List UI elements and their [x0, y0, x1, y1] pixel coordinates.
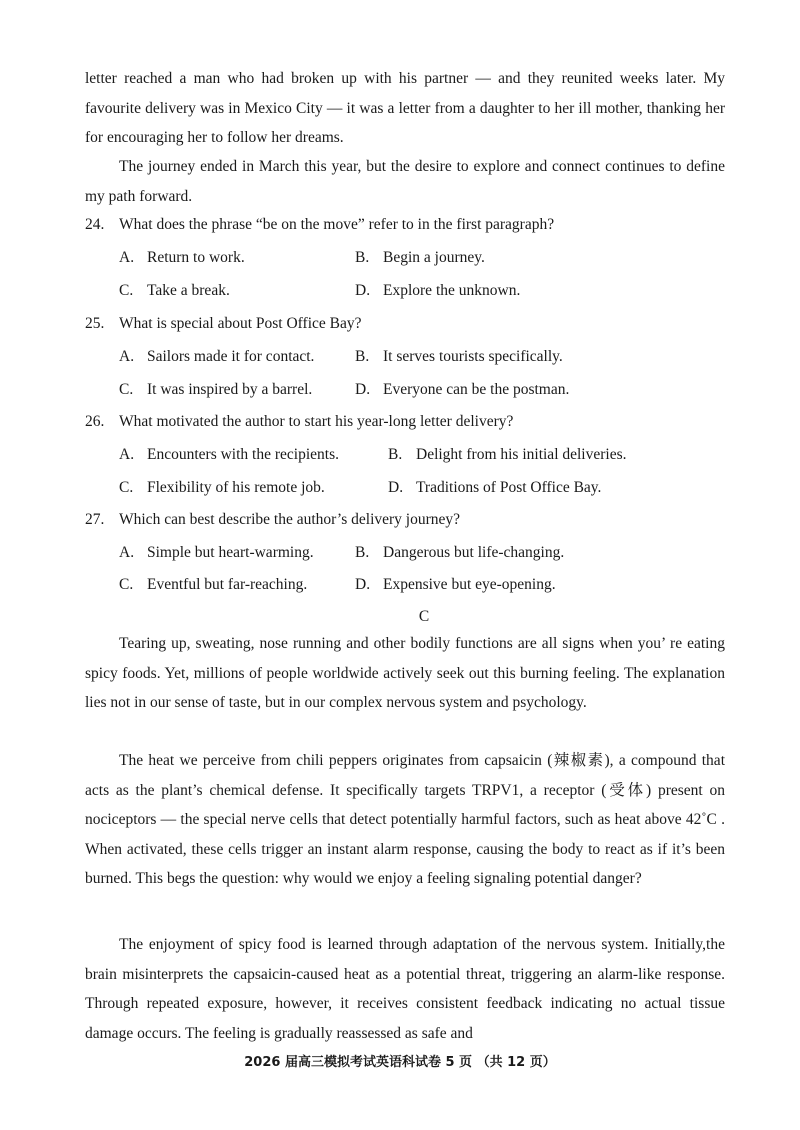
question-number: 26.: [85, 413, 105, 430]
question-stem: What is special about Post Office Bay?: [119, 315, 362, 332]
passage-c-paragraph-3: The enjoyment of spicy food is learned through adaptation of the nervous system. Initially,the brain misinterprets the capsaicin-caused heat as a potential threat, triggering an alarm-like response. Through repeated exposure, however, it receives consistent feedback indicating no actual tissue damage occurs. The feeling is gradually reassessed as safe and: [85, 936, 725, 1042]
option-27-b: B. Dangerous but life-changing.: [355, 544, 565, 561]
question-number: 27.: [85, 511, 105, 528]
option-24-d: D. Explore the unknown.: [355, 282, 521, 299]
option-27-c: C. Eventful but far-reaching.: [119, 576, 308, 593]
question-24: [85, 214, 725, 236]
question-number: 24.: [85, 216, 105, 233]
question-number: 25.: [85, 315, 105, 332]
question-stem: What motivated the author to start his year-long letter delivery?: [119, 413, 514, 430]
option-27-a: A. Simple but heart-warming.: [119, 544, 314, 561]
page-footer: 2026 届高三模拟考试英语科试卷 5 页 （共 12 页）: [244, 1055, 556, 1070]
passage-c-heading: C: [418, 608, 430, 625]
option-25-b: B. It serves tourists specifically.: [355, 348, 563, 365]
question-25: [85, 313, 725, 335]
passage-c-paragraph-1: Tearing up, sweating, nose running and other bodily functions are all signs when you’ re eating spicy foods. Yet, millions of people worldwide actively seek out this burning feeling. The explanation lies not in our sense of taste, but in our complex nervous system and psychology.: [85, 635, 725, 711]
question-stem: Which can best describe the author’s delivery journey?: [119, 511, 461, 528]
passage-c-paragraph-2: The heat we perceive from chili peppers originates from capsaicin (辣椒素), a compound that acts as the plant’s chemical defense. It specifically targets TRPV1, a receptor (受体) present on nociceptors — the special nerve cells that detect potentially harmful factors, such as heat above 42˚C . When activated, these cells trigger an instant alarm response, causing the body to react as if it’s been burned. This begs the question: why would we enjoy a feeling signaling potential danger?: [85, 752, 725, 887]
question-stem: What does the phrase “be on the move” refer to in the first paragraph?: [119, 216, 555, 233]
option-25-a: A. Sailors made it for contact.: [119, 348, 315, 365]
option-26-b: B. Delight from his initial deliveries.: [388, 446, 627, 463]
option-27-d: D. Expensive but eye-opening.: [355, 576, 556, 593]
passage-b-paragraph-final: The journey ended in March this year, but the desire to explore and connect continues to define my path forward.: [85, 158, 725, 205]
option-26-d: D. Traditions of Post Office Bay.: [388, 479, 602, 496]
option-25-d: D. Everyone can be the postman.: [355, 381, 570, 398]
passage-b-paragraph-continued: letter reached a man who had broken up with his partner — and they reunited weeks later. My favourite delivery was in Mexico City — it was a letter from a daughter to her ill mother, thanking her for encouraging her to follow her dreams.: [85, 70, 725, 146]
question-27: [85, 509, 725, 531]
option-26-a: A. Encounters with the recipients.: [119, 446, 339, 463]
option-24-b: B. Begin a journey.: [355, 249, 485, 266]
option-25-c: C. It was inspired by a barrel.: [119, 381, 313, 398]
question-26: [85, 411, 725, 433]
option-24-a: A. Return to work.: [119, 249, 245, 266]
option-24-c: C. Take a break.: [119, 282, 230, 299]
option-26-c: C. Flexibility of his remote job.: [119, 479, 325, 496]
